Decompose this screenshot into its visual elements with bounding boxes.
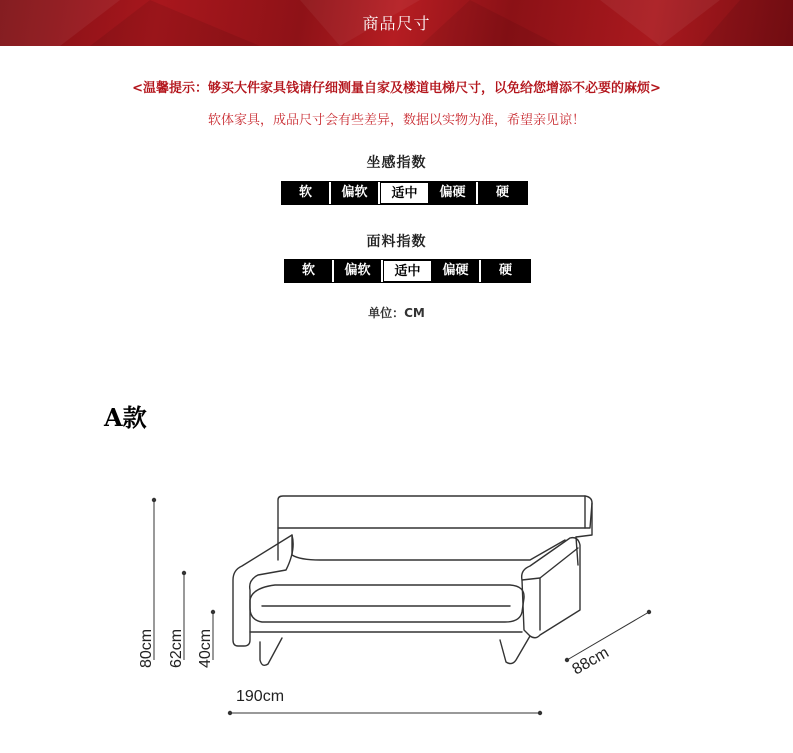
fabric-level-medium: 适中 (383, 260, 432, 282)
warm-tip-notice: <温馨提示：够买大件家具钱请仔细测量自家及楼道电梯尺寸，以免给您增添不必要的麻烦> (132, 81, 661, 96)
fabric-level-slightly-firm: 偏硬 (432, 260, 481, 282)
dimension-seat-height: 40cm (197, 628, 214, 668)
seat-level-firm: 硬 (478, 182, 527, 204)
dimension-width: 190cm (236, 688, 285, 705)
size-variance-notice: 软体家具，成品尺寸会有些差异，数据以实物为准，希望亲见谅！ (207, 113, 585, 128)
model-label: A款 (104, 403, 147, 432)
fabric-level-soft: 软 (285, 260, 334, 282)
dimension-total-height: 80cm (138, 628, 155, 668)
dimension-depth: 88cm (569, 644, 612, 679)
fabric-index-title: 面料指数 (366, 234, 427, 250)
seat-level-slightly-soft: 偏软 (331, 182, 380, 204)
dimension-arm-height: 62cm (168, 628, 185, 668)
seat-level-soft: 软 (282, 182, 331, 204)
sofa-outline (233, 496, 592, 665)
fabric-level-firm: 硬 (481, 260, 530, 282)
unit-label: 单位：CM (368, 306, 425, 320)
fabric-level-slightly-soft: 偏软 (334, 260, 383, 282)
page-title: 商品尺寸 (362, 14, 431, 33)
seat-index-title: 坐感指数 (366, 155, 427, 171)
seat-level-medium: 适中 (380, 182, 429, 204)
seat-level-slightly-firm: 偏硬 (429, 182, 478, 204)
